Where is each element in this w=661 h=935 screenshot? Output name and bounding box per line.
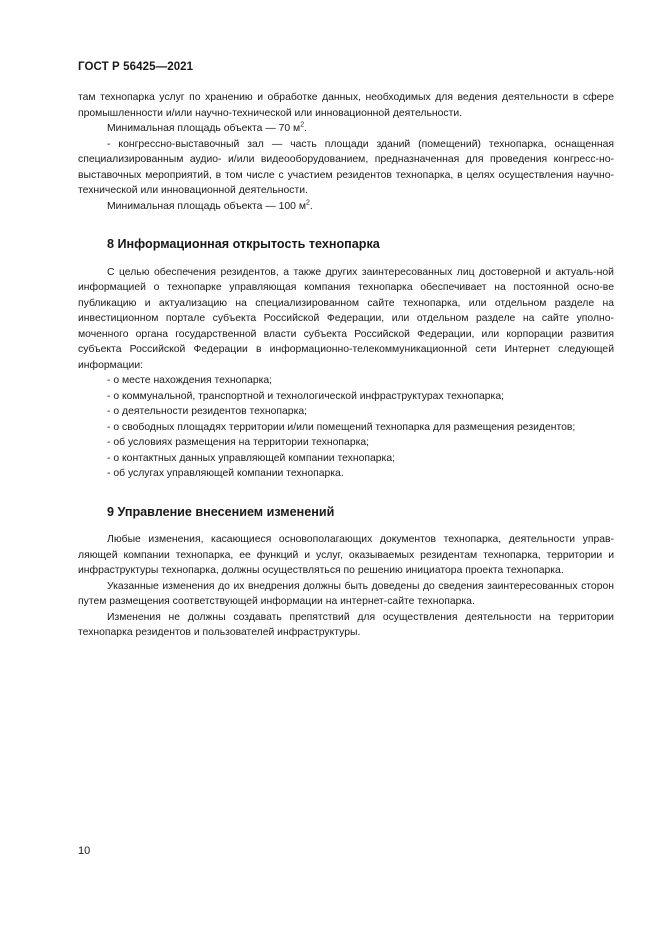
paragraph: Указанные изменения до их внедрения должны быть доведены до сведения заинтересованных сторон путем размещения соответствующей информации на интернет-сайте технопарка.: [78, 580, 614, 607]
min-area-paragraph: Минимальная площадь объекта — 70 $м^2$.: [107, 121, 307, 134]
min-area-paragraph: Минимальная площадь объекта — 100 $м^2$.: [107, 199, 313, 212]
section-heading-8: 8 Информационная открытость технопарка: [107, 237, 380, 251]
paragraph: - конгрессно-выставочный зал — часть площади зданий (помещений) технопарка, оснащенная специализированным аудио- и/или видеооборудованием, предназначенная для проведения конгресс-но-выставочных мероприятий, в том числе с участием резидентов технопарка, в целях осуществления научно-технической или инновационной деятельности.: [78, 138, 614, 196]
paragraph: там технопарка услуг по хранению и обработке данных, необходимых для ведения деятельности в сфере промышленности и/или научно-технической или инновационной деятельности.: [78, 92, 614, 119]
page-number: 10: [78, 845, 91, 857]
list-item: - об услугах управляющей компании технопарка.: [107, 468, 344, 479]
standard-id-header: ГОСТ Р 56425—2021: [78, 61, 194, 73]
paragraph: Любые изменения, касающиеся основополагающих документов технопарка, деятельности управ-ляющей компании технопарка, ее функций и услуг, оказываемых резидентам технопарка, территории и инфраструктуры технопарка, должны осуществляться по решению инициатора проекта технопарка.: [78, 534, 614, 576]
section-8-intro: С целью обеспечения резидентов, а также других заинтересованных лиц достоверной и актуаль-ной информацией о технопарке управляющая компания технопарка обеспечивает на постоянной осно-ве публикацию и актуализацию на специализированном сайте технопарка, или отдельном разделе на инвестиционном портале субъекта Российской Федерации, или отдельном разделе на сайте уполно-моченного органа государственной власти субъекта Российской Федерации, или корпорации развития субъекта Российской Федерации в информационно-телекоммуникационной сети Интернет следующей информации:: [78, 266, 614, 371]
list-item: - о коммунальной, транспортной и технологической инфраструктурах технопарка;: [107, 390, 504, 402]
list-item: - о контактных данных управляющей компании технопарка;: [107, 452, 395, 464]
page-content: [78, 90, 614, 641]
paragraph: Изменения не должны создавать препятствий для осуществления деятельности на территории технопарка резидентов и пользователей инфраструктуры.: [78, 611, 614, 638]
list-item: - о свободных площадях территории и/или помещений технопарка для размещения резидентов;: [107, 421, 576, 433]
list-item: - об условиях размещения на территории технопарка;: [107, 437, 370, 448]
list-item: - о месте нахождения технопарка;: [107, 375, 273, 386]
section-heading-9: 9 Управление внесением изменений: [107, 504, 335, 519]
list-item: - о деятельности резидентов технопарка;: [107, 406, 308, 417]
